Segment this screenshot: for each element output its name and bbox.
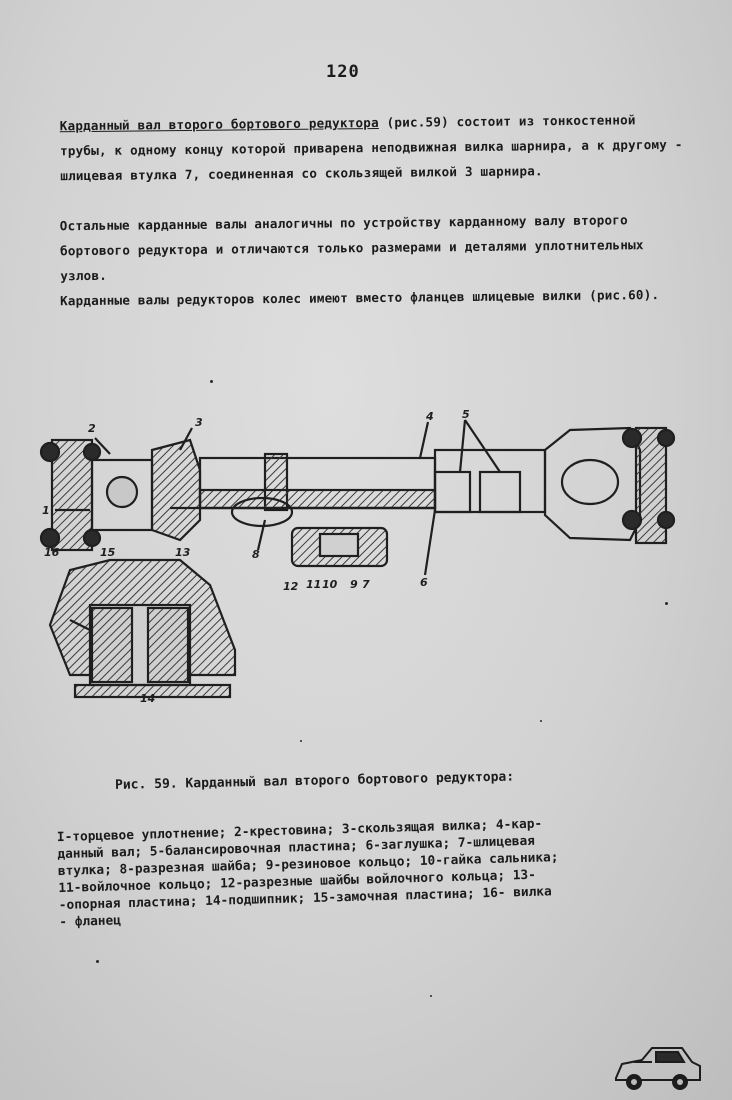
callout-label: 3 (195, 416, 203, 429)
callout-label: 10 (322, 578, 338, 591)
callout-label: 2 (88, 422, 96, 435)
bolt-icon (658, 512, 674, 528)
paragraph-3: Карданные валы редукторов колес имеют вместо фланцев шлицевые вилки (рис.60). (59, 287, 660, 309)
cardan-shaft-drawing (30, 410, 700, 710)
spider-bearing (107, 477, 137, 507)
bolt-icon (84, 530, 100, 546)
callout-label: 11 (306, 578, 322, 591)
callout-label: 6 (420, 576, 428, 589)
scan-speck (300, 740, 302, 742)
balancing-plate (480, 472, 520, 512)
bolt-icon (41, 529, 59, 547)
callout-label: 16 (44, 546, 60, 559)
paragraph-1 (60, 107, 691, 189)
scan-speck (665, 602, 668, 605)
callout-label: 13 (175, 546, 191, 559)
callout-label: 14 (140, 692, 156, 705)
truck-stamp-icon (612, 1042, 704, 1094)
paragraph-1-text: (рис.59) состоит из тонкостенной трубы, к одному концу которой приварена неподвижная вилка шарнира, а к другому - шлицевая втулка 7, соединенная со скользящей вилкой 3 шарнира. (59, 112, 683, 184)
bolt-icon (41, 443, 59, 461)
callout-label: 5 (462, 410, 470, 421)
scan-speck (210, 380, 213, 383)
page-number: 120 (326, 62, 360, 82)
callout-label: 4 (426, 410, 434, 423)
right-spider (562, 460, 618, 504)
callout-label: 15 (100, 546, 116, 559)
balancing-plate (435, 472, 470, 512)
bolt-icon (623, 429, 641, 447)
bolt-icon (623, 511, 641, 529)
scan-speck (430, 995, 432, 997)
callout-label: 9 (350, 578, 358, 591)
scan-speck (540, 720, 542, 722)
callout-label: 12 (283, 580, 299, 593)
bolt-icon (84, 444, 100, 460)
callout-label: 7 (362, 578, 370, 591)
sliding-yoke (152, 440, 200, 540)
paragraph-2: Остальные карданные валы аналогичны по устройству карданному валу второго бортового редуктора и отличаются только размерами и деталями уплотнительных узлов. (59, 212, 644, 284)
paragraph-1-underlined-heading: Карданный вал второго бортового редуктора (59, 114, 379, 134)
figure-legend: I-торцевое уплотнение; 2-крестовина; 3-скользящая вилка; 4-кар- данный вал; 5-балансировочная пластина; 6-заглушка; 7-шлицевая втулка; 8-разрезная шайба; 9-резиновое кольцо; 10-гайка сальника; 11-войлочное кольцо; 12-разрезные шайбы войлочного кольца; 13- -опорная пластина; 14-подшипник; 15-замочная пластина; 16- вилка - фланец (56, 816, 559, 931)
callout-label: 1 (42, 504, 50, 517)
scan-speck (96, 960, 99, 963)
figure-caption: Рис. 59. Карданный вал второго бортового редуктора: (114, 769, 515, 793)
callout-label: 8 (252, 548, 260, 561)
bolt-icon (658, 430, 674, 446)
